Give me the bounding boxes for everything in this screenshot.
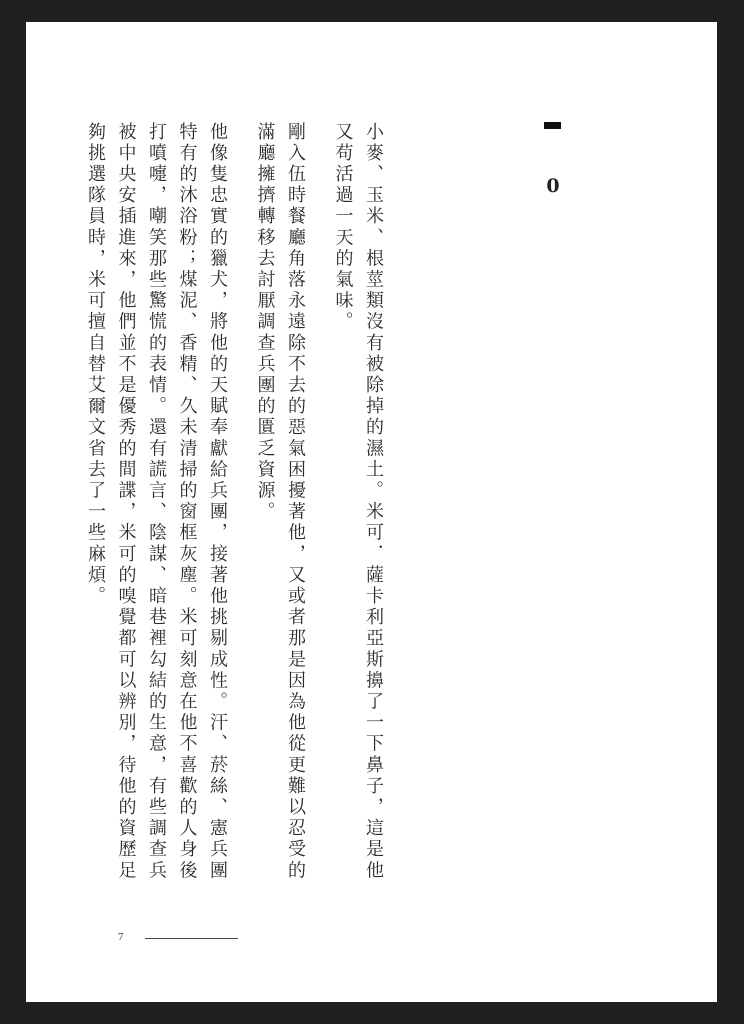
body-text: [80, 122, 418, 882]
paragraph-1: 小麥、玉米、根莖類沒有被除掉的濕土。米可．薩卡利亞斯擤了一下鼻子，這是他又苟活過一天的氣味。: [332, 122, 384, 882]
footer-rule: [145, 938, 238, 939]
chapter-mark: [544, 122, 561, 129]
paragraph-2: 剛入伍時餐廳角落永遠除不去的惡氣困擾著他，又或者那是因為他從更難以忍受的滿廳擁擠轉移去討厭調查兵團的匱乏資源。: [254, 122, 306, 882]
paragraph-3: 他像隻忠實的獵犬，將他的天賦奉獻給兵團，接著他挑剔成性。汗、菸絲、憲兵團特有的沐浴粉；煤泥、香精、久未清掃的窗框灰塵。米可刻意在他不喜歡的人身後打噴嚏，嘲笑那些驚慌的表情。還有謊言、陰謀、暗巷裡勾結的生意，有些調查兵被中央安插進來，他們並不是優秀的間諜，米可的嗅覺都可以辨別，待他的資歷足夠挑選隊員時，米可擅自替艾爾文省去了一些麻煩。: [85, 122, 228, 882]
chapter-number: 0: [546, 175, 560, 197]
book-page: [26, 22, 717, 1002]
page-number: 7: [118, 931, 124, 943]
